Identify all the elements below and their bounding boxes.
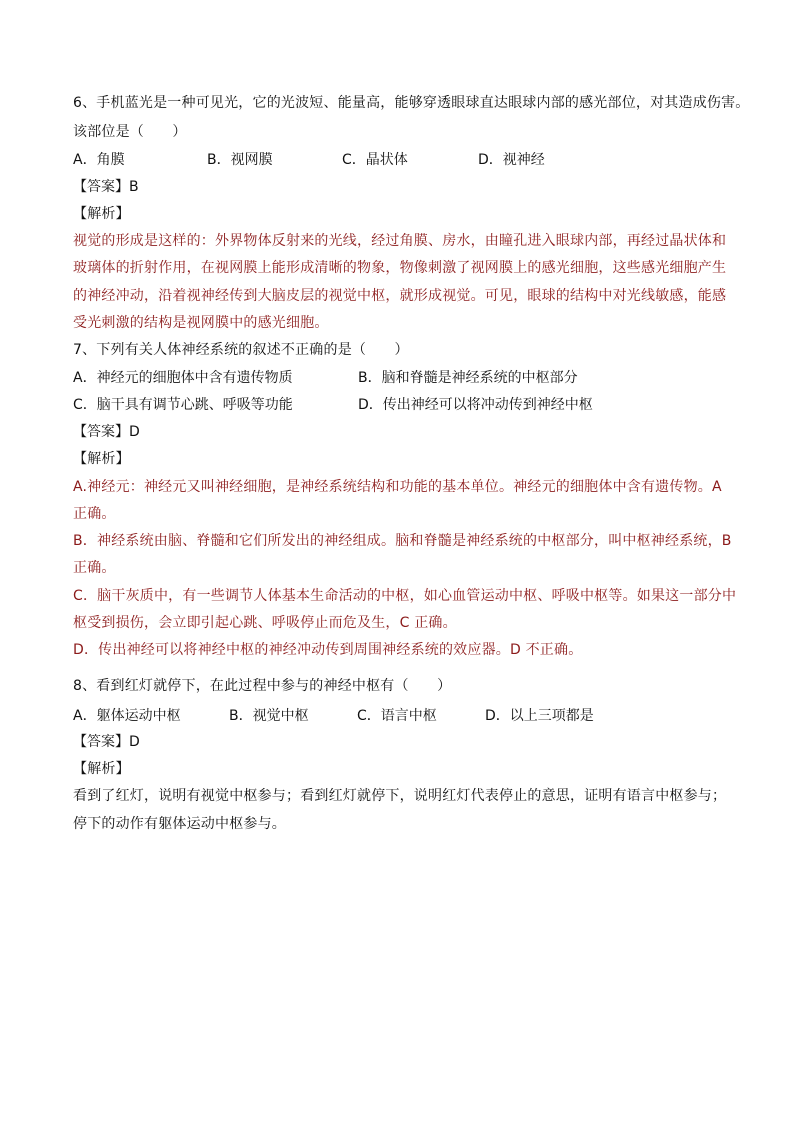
q6-analysis-label: 【解析】 — [73, 206, 130, 222]
q6-analysis-line: 的神经冲动，沿着视神经传到大脑皮层的视觉中枢，就形成视觉。可见，眼球的结构中对光线敏感，能感 — [73, 288, 727, 304]
q7-option-d: D．传出神经可以将冲动传到神经中枢 — [358, 397, 593, 413]
q6-stem-line-2: 该部位是（ ） — [73, 124, 187, 140]
q8-option-a: A．躯体运动中枢 — [73, 708, 181, 724]
q8-stem: 8、看到红灯就停下，在此过程中参与的神经中枢有（ ） — [73, 678, 452, 694]
q8-analysis-label: 【解析】 — [73, 761, 130, 777]
q6-answer — [73, 177, 139, 197]
q7-analysis-label: 【解析】 — [73, 451, 130, 467]
q7-analysis-line: C．脑干灰质中，有一些调节人体基本生命活动的中枢，如心血管运动中枢、呼吸中枢等。如果这一部分中 — [73, 588, 737, 604]
q7-analysis-line: B．神经系统由脑、脊髓和它们所发出的神经组成。脑和脊髓是神经系统的中枢部分，叫中枢神经系统，B — [73, 533, 732, 549]
q8-answer — [73, 732, 140, 752]
answer-label: 【答案】 — [73, 734, 129, 750]
q8-option-c: C．语言中枢 — [357, 708, 437, 724]
q8-option-d: D．以上三项都是 — [485, 708, 594, 724]
q7-option-c: C．脑干具有调节心跳、呼吸等功能 — [73, 397, 293, 413]
q6-option-a: A．角膜 — [73, 152, 125, 168]
q6-analysis-line: 视觉的形成是这样的：外界物体反射来的光线，经过角膜、房水，由瞳孔进入眼球内部，再经过晶状体和 — [73, 233, 727, 249]
q8-analysis-line: 停下的动作有躯体运动中枢参与。 — [73, 816, 286, 832]
q8-analysis-line: 看到了红灯，说明有视觉中枢参与；看到红灯就停下，说明红灯代表停止的意思，证明有语言中枢参与； — [73, 788, 727, 804]
q7-analysis-line: 正确。 — [73, 560, 116, 576]
q6-option-d: D．视神经 — [478, 152, 545, 168]
q6-stem-line-1: 6、手机蓝光是一种可见光，它的光波短、能量高，能够穿透眼球直达眼球内部的感光部位，对其造成伤害。 — [73, 95, 750, 111]
answer-label: 【答案】 — [73, 179, 129, 195]
q6-analysis-line: 受光刺激的结构是视网膜中的感光细胞。 — [73, 315, 329, 331]
answer-value: D — [129, 734, 140, 750]
q6-option-b: B．视网膜 — [207, 152, 273, 168]
answer-value: D — [129, 424, 140, 440]
q6-option-c: C．晶状体 — [342, 152, 408, 168]
q8-option-b: B．视觉中枢 — [229, 708, 309, 724]
q7-option-b: B．脑和脊髓是神经系统的中枢部分 — [358, 370, 578, 386]
q7-analysis-line: 枢受到损伤，会立即引起心跳、呼吸停止而危及生，C 正确。 — [73, 615, 457, 631]
q7-option-a: A．神经元的细胞体中含有遗传物质 — [73, 370, 293, 386]
answer-label: 【答案】 — [73, 424, 129, 440]
q6-analysis-line: 玻璃体的折射作用，在视网膜上能形成清晰的物象，物像刺激了视网膜上的感光细胞，这些感光细胞产生 — [73, 260, 727, 276]
q7-analysis-line: 正确。 — [73, 506, 116, 522]
q7-answer — [73, 422, 140, 442]
answer-value: B — [129, 179, 139, 195]
q7-stem: 7、下列有关人体神经系统的叙述不正确的是（ ） — [73, 342, 409, 358]
q7-analysis-line: A.神经元：神经元又叫神经细胞，是神经系统结构和功能的基本单位。神经元的细胞体中含有遗传物。A — [73, 479, 722, 495]
q7-analysis-line: D．传出神经可以将神经中枢的神经冲动传到周围神经系统的效应器。D 不正确。 — [73, 642, 583, 658]
